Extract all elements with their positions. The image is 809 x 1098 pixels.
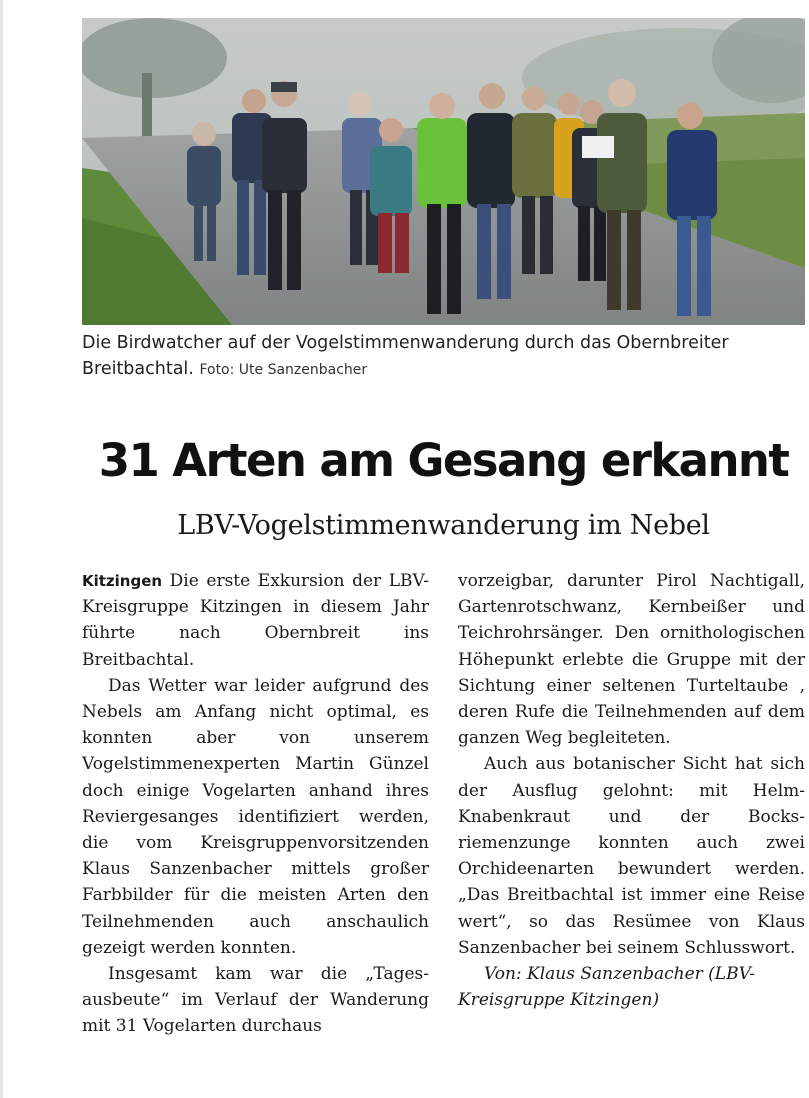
- page-edge: [0, 0, 3, 1098]
- article-paragraph: [82, 568, 429, 673]
- group-of-birdwatchers-on-foggy-road-icon: [82, 18, 805, 325]
- paragraph-3-part-1: Insgesamt kam war die „Tagesausbeute“ im Verlauf der Wanderung mit 31 Vogelarten durchaus: [82, 964, 429, 1037]
- article-column-right: [458, 568, 805, 1013]
- photo-credit: Foto: Ute Sanzenbacher: [199, 362, 368, 378]
- photo-caption: [82, 330, 802, 383]
- paragraph-3-part-2: vorzeigbar, darunter Pirol Nachtigall, Gartenrotschwanz, Kernbeißer und Teichrohrsänger. Den ornithologischen Höhepunkt erlebte die Gruppe mit der Sichtung einer seltenen Turteltaube , deren Rufe die Teilnehmenden auf dem ganzen Weg begleiteten.: [458, 571, 805, 749]
- dateline: Kitzingen: [82, 572, 163, 590]
- paragraph-2: Das Wetter war leider aufgrund des Nebels am Anfang nicht optimal, es konnten aber von unserem Vogelstimmenexperten Martin Günzel doch einige Vogelarten anhand ihres Reviergesanges identifiziert werden, die vom Kreisgruppenvorsitzenden Klaus Sanzenbacher mittels großer Farbbilder für die meisten Arten den Teilnehmenden auch anschaulich gezeigt werden konnten.: [82, 675, 429, 958]
- caption-text: Die Birdwatcher auf der Vogelstimmenwanderung durch das Obernbreiter Breitbachtal.: [82, 333, 729, 379]
- article-column-left: [82, 568, 429, 1040]
- article-author: Von: Klaus Sanzenbacher (LBV-Kreisgruppe Kitzingen): [458, 964, 756, 1011]
- article-subheadline: LBV-Vogelstimmenwanderung im Nebel: [177, 510, 710, 541]
- article-headline: 31 Arten am Gesang erkannt: [98, 434, 789, 487]
- paragraph-1: Die erste Exkursion der LBV-Kreisgruppe Kitzingen in diesem Jahr führte nach Obernbreit ins Breitbachtal.: [82, 571, 429, 670]
- article-photo: [82, 18, 805, 325]
- paragraph-4: Auch aus botanischer Sicht hat sich der Ausflug gelohnt: mit Helm-Knabenkraut und der Bocksriemenzunge konnten auch zwei Orchideenarten bewundert werden. „Das Breitbachtal ist immer eine Reise wert“, so das Resümee von Klaus Sanzenbacher bei seinem Schlusswort.: [458, 754, 805, 958]
